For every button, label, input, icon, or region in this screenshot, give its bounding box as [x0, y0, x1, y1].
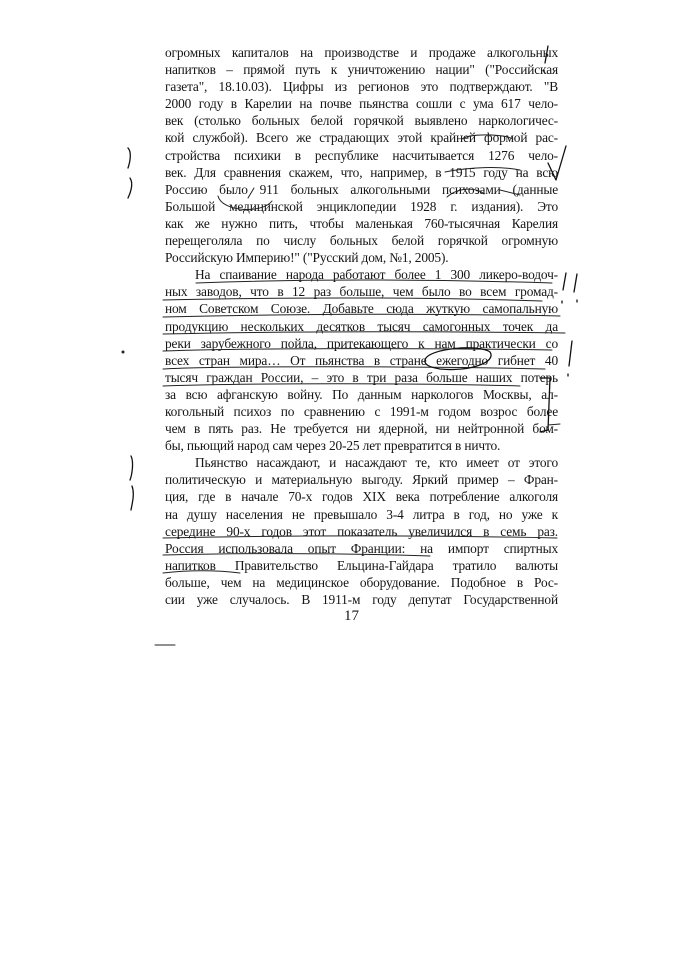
text-line: Россию было 911 больных алкогольными психозами (данные [165, 181, 558, 197]
text-line: за всю афганскую войну. По данным наркологов Москвы, ал- [165, 386, 558, 402]
text-line: 2000 году в Карелии на почве пьянства сошли с ума 617 чело- [165, 96, 558, 112]
text-line: на душу населения не превышало 3-4 литра в год, но уже к [165, 506, 558, 522]
page-number: 17 [344, 608, 359, 624]
text-line: чем в пять раз. Не требуется ни ядерной, ни нейтронной бом- [165, 421, 558, 437]
text-line: ных заводов, что в 12 раз больше, чем было во всем громад- [165, 284, 558, 300]
text-line: напитков – прямой путь к уничтожению нации" ("Российская [165, 62, 558, 78]
margin-bracket [130, 456, 133, 510]
text-line: Пьянство насаждают, и насаждают те, кто имеет от этого [195, 455, 558, 471]
exclamation-mark [562, 273, 577, 303]
text-line: век. Для сравнения скажем, что, например, в 1915 году на всю [165, 164, 558, 180]
text-line: перещеголяла по числу больных белой горячкой огромную [165, 233, 558, 249]
text-line: Российскую Империю!" ("Русский дом, №1, 2005). [165, 250, 449, 266]
text-line: тысяч граждан России, – это в три раза больше наших потерь [165, 369, 558, 385]
exclamation-mark [568, 341, 572, 376]
ink-dot [122, 351, 125, 354]
text-line: всех стран мира… От пьянства в стране ежегодно гибнет 40 [165, 352, 558, 368]
text-line: политическую и материальную выгоду. Яркий пример – Фран- [165, 472, 558, 488]
paragraph-3 [165, 454, 558, 608]
text-line: ция, где в начале 70-х годов XIX века потребление алкоголя [165, 489, 558, 505]
text-line: середине 90-х годов этот показатель увеличился в семь раз. [165, 523, 558, 539]
text-line: как же нужно пить, чтобы маленькая 760-тысячная Карелия [165, 215, 558, 231]
text-line: когольный психоз по сравнению с 1991-м годом возрос более [165, 403, 558, 419]
text-line: кой службой). Всего же страдающих этой крайней формой рас- [165, 130, 558, 146]
text-line: реки зарубежного пойла, притекающего к нам практически со [165, 335, 558, 351]
body-text [165, 44, 558, 608]
margin-bracket [128, 148, 132, 198]
text-line: напитков Правительство Ельцина-Гайдара тратило валюты [165, 557, 558, 573]
text-line: продукцию нескольких десятков тысяч самогонных точек да [165, 318, 558, 334]
text-line: Россия использовала опыт Франции: на импорт спиртных [165, 540, 558, 556]
text-line: больше, чем на медицинское оборудование. Подобное в Рос- [165, 574, 558, 590]
text-line: бы, пьющий народ сам через 20-25 лет превратится в ничто. [165, 438, 501, 454]
text-line: стройства психики в республике насчитывается 1276 чело- [165, 147, 558, 163]
text-line: На спаивание народа работают более 1 300 ликеро-водоч- [195, 267, 558, 283]
paragraph-1 [165, 44, 558, 266]
text-line: огромных капиталов на производстве и продаже алкогольных [165, 45, 558, 60]
paragraph-2 [165, 266, 558, 454]
text-line: ном Советском Союзе. Добавьте сюда жуткую самопальную [165, 301, 558, 317]
text-line: сии уже случалось. В 1911-м году депутат Государственной [165, 592, 558, 607]
text-line: Большой медицинской энциклопедии 1928 г. издания). Это [165, 198, 558, 214]
text-line: век (столько больных белой горячкой выявлено наркологичес- [165, 113, 558, 129]
text-line: газета", 18.10.03). Цифры из регионов это подтверждают. "В [165, 79, 558, 95]
